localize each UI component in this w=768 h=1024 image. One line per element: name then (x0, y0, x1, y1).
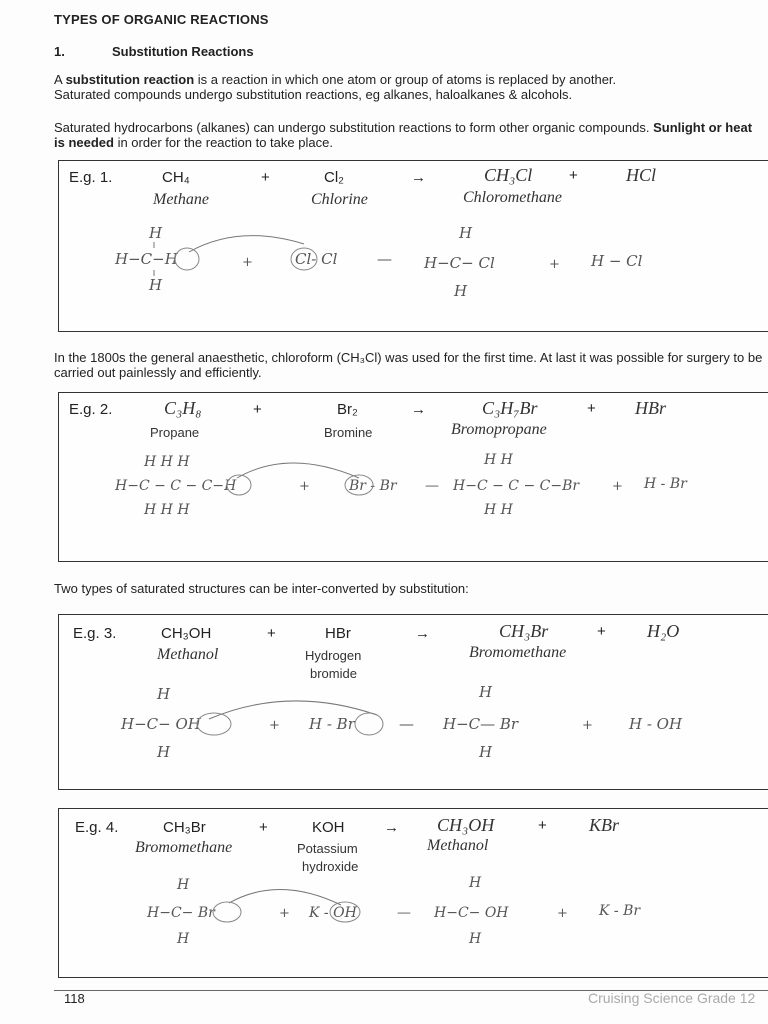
ex2-structural-diagram (59, 448, 759, 528)
example-2-box (58, 392, 768, 562)
ex2-reactant-2: Br₂ (337, 401, 358, 418)
svg-text:H: H (177, 931, 190, 947)
ex4-structural-diagram (59, 871, 759, 951)
para2-text: Saturated hydrocarbons (alkanes) can undergo substitution reactions to form other organic compounds. (54, 120, 650, 135)
svg-text:H - OH: H - OH (629, 715, 683, 733)
example-4-label: E.g. 4. (75, 819, 119, 836)
intro-bold: substitution reaction (65, 72, 195, 87)
ex4-product-1-name: Methanol (427, 837, 489, 854)
svg-text:H−C— Br: H−C— Br (443, 715, 519, 733)
svg-text:H: H (149, 224, 163, 242)
svg-text:Cl- Cl: Cl- Cl (295, 250, 338, 268)
svg-text:H H H: H H H (144, 454, 190, 470)
ex4-arrow: → (384, 819, 399, 836)
svg-text:H: H (177, 877, 190, 893)
svg-text:+: + (612, 479, 623, 494)
ex1-product-1-name: Chloromethane (463, 189, 562, 206)
ex3-reactant-2: HBr (325, 625, 351, 642)
svg-text:+: + (269, 718, 280, 733)
ex2-reactant-1: C₃H₈ (164, 398, 202, 418)
ex4-reactant-2-name-1: Potassium (297, 841, 358, 856)
ex3-reactant-2-name-1: Hydrogen (305, 648, 362, 663)
svg-text:H−C − C − C−Br: H−C − C − C−Br (453, 478, 580, 494)
ex1-reactant-2-name: Chlorine (311, 191, 368, 208)
intro-line2: Saturated compounds undergo substitution reactions, eg alkanes, haloalkanes & alcohols. (54, 87, 573, 102)
svg-text:H: H (454, 282, 468, 296)
ex2-product-2: HBr (635, 398, 666, 418)
ex1-reactant-1: CH₄ (162, 169, 190, 186)
ex3-reactant-2-name-2: bromide (310, 666, 357, 681)
example-3-box (58, 614, 768, 790)
svg-text:H H: H H (484, 452, 513, 468)
svg-text:+: + (242, 255, 253, 270)
svg-text:—: — (425, 478, 439, 494)
ex2-plus-1: + (253, 401, 262, 418)
svg-text:K - OH: K - OH (309, 905, 357, 921)
svg-text:+: + (299, 479, 310, 494)
svg-text:H: H (157, 743, 171, 761)
svg-text:H - Br: H - Br (309, 715, 355, 733)
paragraph-2 (54, 120, 766, 150)
svg-text:H − Cl: H − Cl (591, 252, 643, 270)
intro-lead: A (54, 72, 66, 87)
ex1-structural-diagram (59, 216, 759, 296)
ex4-product-2: KBr (589, 815, 620, 835)
ex3-plus-2: + (597, 623, 606, 640)
svg-text:—: — (377, 250, 392, 268)
ex1-plus-2: + (569, 167, 578, 184)
svg-text:H H H: H H H (144, 502, 190, 518)
svg-text:—: — (397, 905, 411, 921)
ex2-product-1: C₃H₇Br (482, 398, 538, 418)
svg-text:+: + (549, 257, 560, 272)
ex3-product-1: CH₃Br (499, 621, 549, 641)
ex2-reactant-2-name: Bromine (324, 425, 373, 440)
ex4-reactant-2-name-2: hydroxide (302, 859, 359, 874)
svg-text:H: H (149, 276, 163, 294)
intro-rest: is a reaction in which one atom or group of atoms is replaced by another. (194, 72, 617, 87)
svg-text:+: + (582, 718, 593, 733)
example-2-label: E.g. 2. (69, 401, 113, 418)
ex1-arrow: → (411, 169, 426, 186)
ex4-reactant-2: KOH (312, 819, 345, 836)
section-title: Substitution Reactions (112, 44, 254, 59)
ex4-product-1: CH₃OH (437, 815, 495, 835)
ex3-reactant-1-name: Methanol (157, 646, 219, 663)
svg-text:H: H (459, 224, 473, 242)
svg-text:H−C− OH: H−C− OH (121, 715, 201, 733)
svg-text:H: H (157, 685, 171, 703)
svg-text:+: + (557, 906, 568, 921)
intro-paragraph (54, 72, 766, 102)
ex3-product-2: H₂O (647, 621, 680, 641)
footer-brand: Cruising Science Grade 12 (588, 990, 756, 1006)
svg-text:Br - Br: Br - Br (349, 478, 397, 494)
example-4-box (58, 808, 768, 978)
page-title: TYPES OF ORGANIC REACTIONS (54, 12, 269, 27)
ex3-plus-1: + (267, 625, 276, 642)
svg-text:+: + (279, 906, 290, 921)
ex4-reactant-1: CH₃Br (163, 819, 206, 836)
svg-text:H - Br: H - Br (644, 476, 687, 492)
ex3-structural-diagram (59, 677, 759, 767)
svg-text:H−C − C − C−H: H−C − C − C−H (115, 478, 237, 494)
para2-bold: Sunlight or heat is needed (54, 120, 753, 150)
svg-text:H: H (479, 683, 493, 701)
example-1-label: E.g. 1. (69, 169, 113, 186)
svg-text:H: H (469, 931, 482, 947)
ex4-plus-1: + (259, 819, 268, 836)
ex4-reactant-1-name: Bromomethane (135, 839, 233, 856)
svg-text:K - Br: K - Br (599, 903, 641, 919)
para2-rest: in order for the reaction to take place. (113, 135, 333, 150)
svg-text:H−C−H: H−C−H (115, 250, 178, 268)
example-1-box (58, 160, 768, 332)
page-number: 118 (64, 991, 85, 1006)
ex2-reactant-1-name: Propane (150, 425, 200, 440)
paragraph-3: In the 1800s the general anaesthetic, chloroform (CH₃Cl) was used for the first time. At last it was possible for surgery to be carried out painlessly and efficiently. (54, 350, 763, 380)
svg-text:H−C− OH: H−C− OH (434, 905, 509, 921)
svg-text:H−C− Br: H−C− Br (147, 905, 215, 921)
svg-text:H: H (469, 875, 482, 891)
ex3-reactant-1: CH₃OH (161, 625, 212, 642)
example-3-label: E.g. 3. (73, 625, 117, 642)
svg-text:H: H (479, 743, 493, 761)
ex4-plus-2: + (538, 817, 547, 834)
ex2-plus-2: + (587, 400, 596, 417)
paragraph-4: Two types of saturated structures can be inter-converted by substitution: (54, 581, 469, 596)
ex3-arrow: → (415, 625, 430, 642)
ex1-plus-1: + (261, 169, 270, 186)
svg-text:H−C− Cl: H−C− Cl (424, 254, 495, 272)
svg-text:H H: H H (484, 502, 513, 518)
ex1-reactant-1-name: Methane (153, 191, 209, 208)
ex1-reactant-2: Cl₂ (324, 169, 344, 186)
ex3-product-1-name: Bromomethane (469, 644, 567, 661)
ex2-arrow: → (411, 401, 426, 418)
ex1-product-2: HCl (626, 165, 657, 185)
svg-text:—: — (399, 715, 414, 733)
ex2-product-1-name: Bromopropane (451, 421, 547, 438)
section-number: 1. (54, 44, 65, 59)
ex1-product-1: CH₃Cl (484, 165, 533, 185)
